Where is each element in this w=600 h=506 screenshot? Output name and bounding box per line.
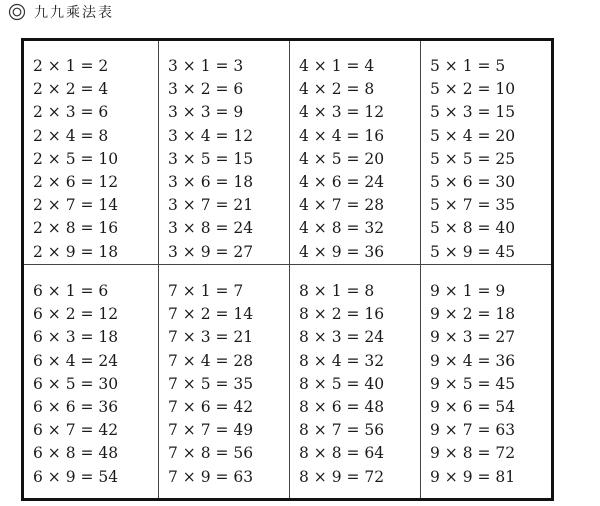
table-cell: [159, 265, 290, 498]
double-circle-icon: [8, 3, 26, 21]
table-cell: [159, 41, 290, 265]
equation-line: 2 × 3 = 6: [33, 103, 109, 122]
equation-line: 5 × 5 = 25: [430, 149, 516, 168]
equation-line: 3 × 4 = 12: [168, 126, 254, 145]
table-cell: [290, 265, 421, 498]
multiplication-table: [21, 38, 554, 501]
equation-line: 9 × 9 = 81: [430, 467, 516, 486]
equation-line: 2 × 4 = 8: [33, 126, 109, 145]
equation-line: 6 × 4 = 24: [33, 351, 119, 370]
equation-line: 7 × 9 = 63: [168, 467, 254, 486]
equation-line: 8 × 9 = 72: [299, 467, 385, 486]
equation-line: 5 × 2 = 10: [430, 80, 516, 99]
equation-line: 3 × 3 = 9: [168, 103, 244, 122]
equation-line: 9 × 2 = 18: [430, 305, 516, 324]
table-cell: [421, 265, 551, 498]
equation-line: 8 × 8 = 64: [299, 444, 385, 463]
equation-line: 5 × 7 = 35: [430, 196, 516, 215]
table-cell: [290, 41, 421, 265]
equation-line: 3 × 9 = 27: [168, 242, 254, 261]
equation-line: 7 × 2 = 14: [168, 305, 254, 324]
equation-line: 9 × 6 = 54: [430, 397, 516, 416]
equation-line: 9 × 7 = 63: [430, 421, 516, 440]
page-title: [8, 1, 114, 23]
equation-line: 7 × 7 = 49: [168, 421, 254, 440]
table-cell: [24, 265, 159, 498]
table-cell: [421, 41, 551, 265]
equation-line: 4 × 9 = 36: [299, 242, 385, 261]
equation-line: 7 × 4 = 28: [168, 351, 254, 370]
equation-line: 9 × 3 = 27: [430, 328, 516, 347]
equation-line: 9 × 8 = 72: [430, 444, 516, 463]
equation-line: 9 × 5 = 45: [430, 374, 516, 393]
table-cell: [24, 41, 159, 265]
equation-line: 2 × 9 = 18: [33, 242, 119, 261]
equation-line: 9 × 4 = 36: [430, 351, 516, 370]
equation-line: 8 × 2 = 16: [299, 305, 385, 324]
equation-line: 4 × 7 = 28: [299, 196, 385, 215]
equation-line: 5 × 6 = 30: [430, 172, 516, 191]
equation-line: 4 × 8 = 32: [299, 219, 385, 238]
equation-line: 5 × 9 = 45: [430, 242, 516, 261]
equation-line: 2 × 1 = 2: [33, 57, 109, 75]
equation-line: 5 × 4 = 20: [430, 126, 516, 145]
equation-line: 3 × 2 = 6: [168, 80, 244, 99]
equation-line: 8 × 4 = 32: [299, 351, 385, 370]
equation-line: 8 × 1 = 8: [299, 282, 375, 300]
equation-line: 6 × 5 = 30: [33, 374, 119, 393]
equation-line: 8 × 6 = 48: [299, 397, 385, 416]
equation-line: 7 × 8 = 56: [168, 444, 254, 463]
equation-line: 2 × 8 = 16: [33, 219, 119, 238]
equation-line: 5 × 1 = 5: [430, 57, 506, 75]
equation-line: 8 × 5 = 40: [299, 374, 385, 393]
equation-line: 4 × 6 = 24: [299, 172, 385, 191]
equation-line: 6 × 7 = 42: [33, 421, 119, 440]
equation-line: 4 × 3 = 12: [299, 103, 385, 122]
equation-line: 2 × 2 = 4: [33, 80, 109, 99]
equation-line: 6 × 1 = 6: [33, 282, 109, 300]
equation-line: 3 × 5 = 15: [168, 149, 254, 168]
equation-line: 2 × 6 = 12: [33, 172, 119, 191]
equation-line: 2 × 5 = 10: [33, 149, 119, 168]
equation-line: 6 × 6 = 36: [33, 397, 119, 416]
equation-line: 5 × 8 = 40: [430, 219, 516, 238]
equation-line: 4 × 5 = 20: [299, 149, 385, 168]
equation-line: 4 × 1 = 4: [299, 57, 375, 75]
equation-line: 6 × 3 = 18: [33, 328, 119, 347]
equation-line: 3 × 7 = 21: [168, 196, 254, 215]
equation-line: 7 × 6 = 42: [168, 397, 254, 416]
equation-line: 8 × 7 = 56: [299, 421, 385, 440]
equation-line: 6 × 2 = 12: [33, 305, 119, 324]
equation-line: 7 × 3 = 21: [168, 328, 254, 347]
equation-line: 4 × 2 = 8: [299, 80, 375, 99]
equation-line: 3 × 6 = 18: [168, 172, 254, 191]
equation-line: 2 × 7 = 14: [33, 196, 119, 215]
equation-line: 7 × 5 = 35: [168, 374, 254, 393]
equation-line: 6 × 8 = 48: [33, 444, 119, 463]
equation-line: 7 × 1 = 7: [168, 282, 244, 300]
title-text: 九九乘法表: [34, 5, 114, 21]
equation-line: 9 × 1 = 9: [430, 282, 506, 300]
equation-line: 3 × 1 = 3: [168, 57, 244, 75]
equation-line: 8 × 3 = 24: [299, 328, 385, 347]
equation-line: 6 × 9 = 54: [33, 467, 119, 486]
equation-line: 5 × 3 = 15: [430, 103, 516, 122]
equation-line: 3 × 8 = 24: [168, 219, 254, 238]
equation-line: 4 × 4 = 16: [299, 126, 385, 145]
